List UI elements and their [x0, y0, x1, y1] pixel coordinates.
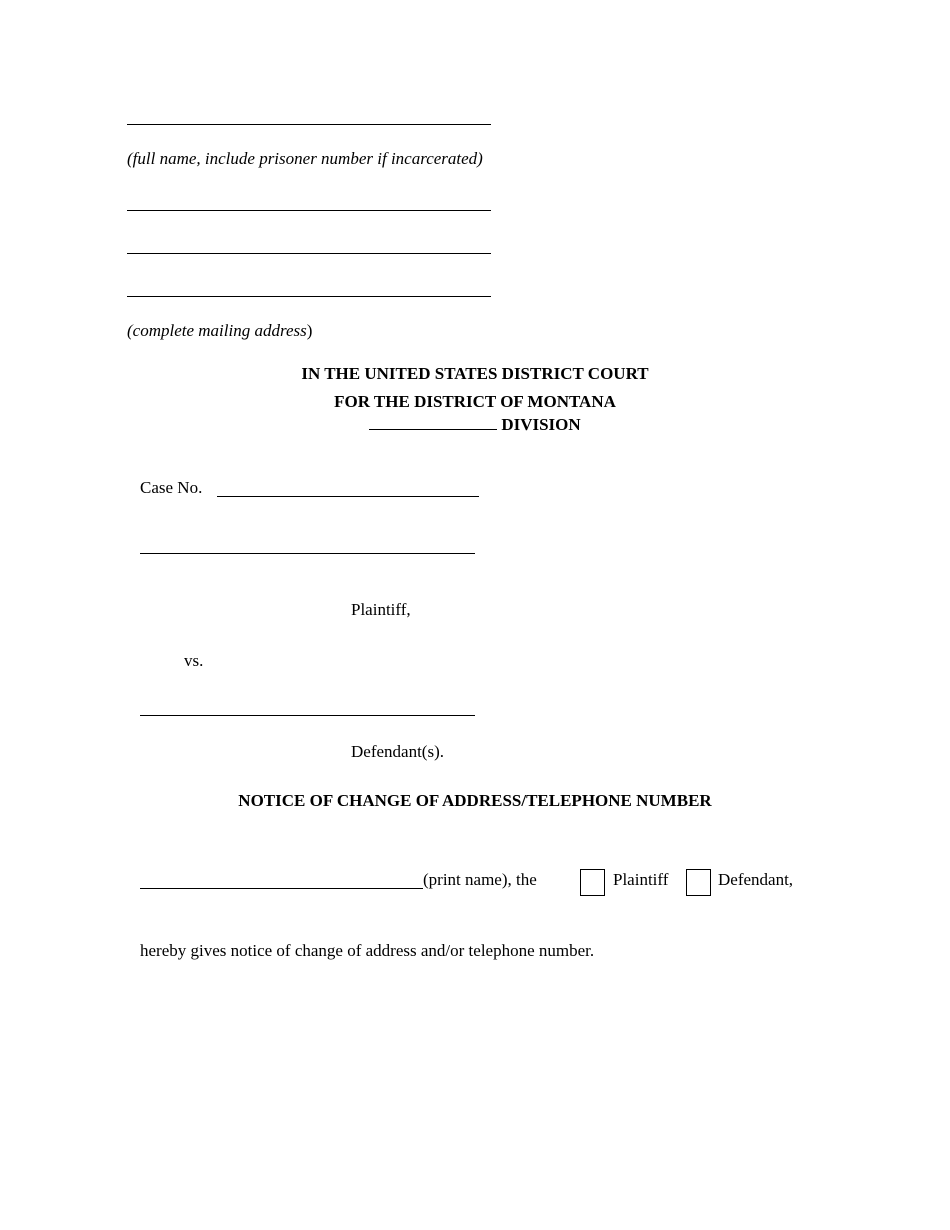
plaintiff-option-label: Plaintiff [613, 870, 669, 889]
defendant-option-label: Defendant, [718, 870, 794, 889]
case-number-label: Case No. [140, 478, 203, 497]
address-line-2-field[interactable] [127, 253, 491, 254]
defendant-label: Defendant(s). [351, 742, 444, 761]
case-number-field[interactable] [217, 496, 479, 497]
defendant-checkbox[interactable] [686, 869, 711, 896]
plaintiff-name-field[interactable] [140, 553, 475, 554]
plaintiff-checkbox[interactable] [580, 869, 605, 896]
print-name-field[interactable] [140, 888, 423, 889]
address-hint-text: (complete mailing address [127, 321, 307, 340]
court-title-line1: IN THE UNITED STATES DISTRICT COURT [301, 364, 649, 383]
plaintiff-label: Plaintiff, [351, 600, 411, 619]
notice-body-text: hereby gives notice of change of address and/or telephone number. [140, 941, 595, 960]
address-hint-close: ) [306, 321, 313, 340]
versus-label: vs. [184, 651, 204, 670]
print-name-label: (print name), the [423, 870, 537, 889]
division-field[interactable] [369, 413, 497, 430]
division-line [0, 413, 950, 435]
notice-title: NOTICE OF CHANGE OF ADDRESS/TELEPHONE NUMBER [238, 791, 712, 810]
full-name-hint: (full name, include prisoner number if incarcerated) [127, 149, 483, 168]
address-line-1-field[interactable] [127, 210, 491, 211]
full-name-field[interactable] [127, 124, 491, 125]
court-title-line2: FOR THE DISTRICT OF MONTANA [334, 392, 616, 411]
address-line-3-field[interactable] [127, 296, 491, 297]
division-label: DIVISION [501, 415, 581, 434]
address-hint [127, 321, 312, 341]
defendant-name-field[interactable] [140, 715, 475, 716]
